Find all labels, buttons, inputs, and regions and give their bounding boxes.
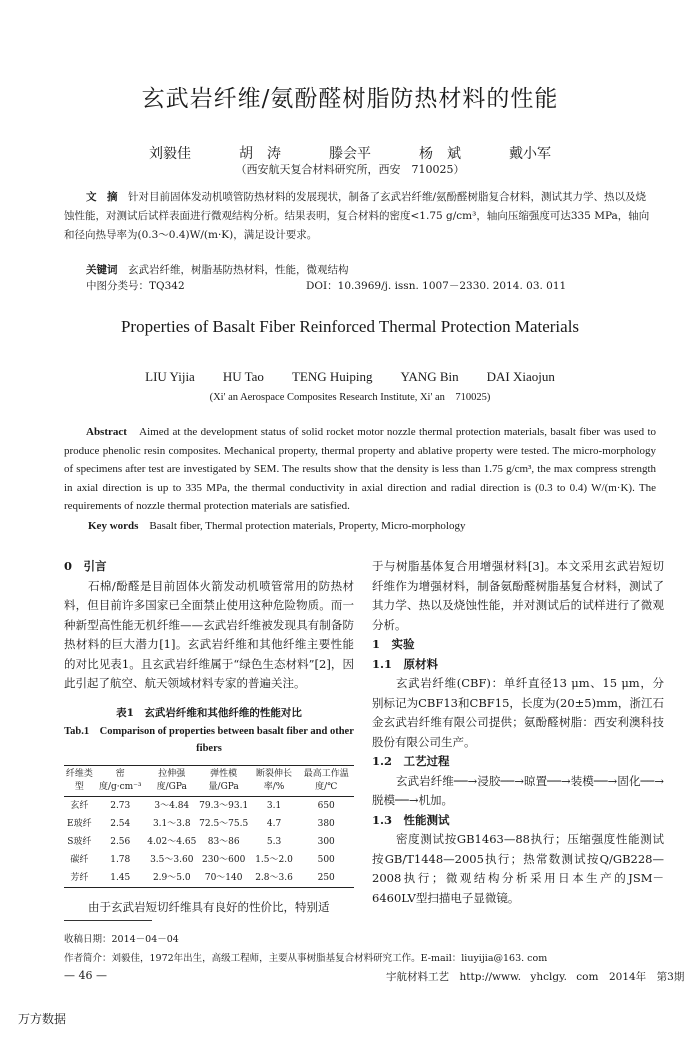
keywords-cn-label: 关键词 [86, 264, 118, 276]
section-1-3-heading: 1.3 性能测试 [372, 812, 450, 827]
section-1-2-heading: 1.2 工艺过程 [372, 754, 450, 768]
keywords-cn-text: 玄武岩纤维，树脂基防热材料，性能，微观结构 [128, 264, 349, 276]
table-cell: 2.8～3.6 [250, 869, 299, 888]
author-en-3: TENG Huiping [291, 369, 373, 384]
table-cell: 3～4.84 [154, 801, 190, 811]
table-header: 弹性模量/GPa [198, 766, 250, 797]
table-cell: 500 [317, 855, 335, 865]
table-caption-chinese: 表1 玄武岩纤维和其他纤维的性能对比 [116, 707, 302, 719]
table-cell: E玻纤 [67, 819, 92, 829]
author-cn-5: 戴小军 [509, 146, 551, 162]
section-0-heading: 0 引言 [64, 559, 107, 573]
table-header: 密度/g·cm⁻³ [95, 766, 146, 797]
table-cell: 碳纤 [70, 855, 89, 865]
table-header-row [64, 766, 354, 797]
right-column [372, 557, 664, 908]
table-header: 最高工作温度/℃ [298, 766, 354, 797]
author-cn-3: 滕会平 [329, 146, 371, 162]
author-en-5: DAI Xiaojun [486, 369, 555, 384]
section-1-heading: 1 实验 [372, 637, 415, 651]
author-en-4: YANG Bin [400, 369, 459, 384]
table-cell: 650 [317, 801, 335, 811]
table-cell: 玄纤 [70, 801, 89, 811]
table-row [64, 797, 354, 816]
section-1-1-text: 玄武岩纤维(CBF)：单纤直径13 μm、15 μm，分别标记为CBF13和CBF15，长度为(20±5)mm，浙江石金玄武岩纤维有限公司提供；氨酚醛树脂：西安利澳科技股份有限公司生产。 [372, 676, 664, 749]
table-cell: 1.45 [95, 869, 146, 888]
watermark: 万方数据 [18, 1012, 67, 1026]
table-cell: 4.7 [266, 819, 282, 829]
table-row [64, 833, 354, 851]
table-cell: 380 [317, 819, 335, 829]
keywords-chinese [86, 262, 349, 277]
author-cn-4: 杨 斌 [419, 146, 461, 162]
author-cn-2: 胡 涛 [239, 146, 281, 162]
table-cell: 250 [298, 869, 354, 888]
table-header: 拉伸强度/GPa [146, 766, 198, 797]
section-1-1-heading: 1.1 原材料 [372, 656, 439, 671]
table-cell: 2.54 [110, 819, 131, 829]
title-english: Properties of Basalt Fiber Reinforced Thermal Protection Materials [120, 317, 580, 336]
table-cell: 230～600 [201, 855, 246, 865]
table-cell: 2.9～5.0 [146, 869, 198, 888]
affiliation-chinese: （西安航天复合材料研究所，西安 710025） [235, 163, 465, 176]
footnote-divider [64, 920, 152, 921]
section-0-paragraph-2-start: 由于玄武岩短切纤维具有良好的性价比，特别适 [88, 900, 330, 914]
title-chinese: 玄武岩纤维/氨酚醛树脂防热材料的性能 [141, 86, 559, 112]
table-cell: 79.3～93.1 [199, 801, 249, 811]
keywords-english [88, 517, 465, 533]
doi: DOI：10.3969/j. issn. 1007－2330. 2014. 03. 011 [306, 280, 567, 292]
table-cell: 5.3 [266, 837, 282, 847]
left-column [64, 557, 354, 694]
table-row [64, 869, 354, 888]
journal-footer: 宇航材料工艺 http://www. yhclgy. com 2014年 第3期 [386, 971, 685, 983]
author-en-2: HU Tao [222, 369, 264, 384]
received-date: 收稿日期：2014－04－04 [64, 934, 179, 945]
section-1-3-text: 密度测试按GB1463—88执行；压缩强度性能测试按GB/T1448—2005执行；热常数测试按Q/GB228—2008执行；微观结构分析采用日本生产的JSM－6460LV型扫描电子显微镜。 [372, 832, 664, 905]
author-cn-1: 刘毅佳 [149, 146, 191, 162]
table-cell: 4.02～4.65 [147, 837, 197, 847]
abstract-en-label: Abstract [86, 426, 127, 438]
table-cell: 70～140 [198, 869, 250, 888]
table-cell: 1.5～2.0 [255, 855, 293, 865]
page-number: — 46 — [64, 969, 107, 982]
table-cell: 3.5～3.60 [150, 855, 194, 865]
abstract-cn-label: 文 摘 [86, 191, 118, 203]
authors-english [0, 369, 700, 385]
section-0-paragraph-1: 石棉/酚醛是目前固体火箭发动机喷管常用的防热材料，但目前许多国家已全面禁止使用这种危险物质。而一种新型高性能无机纤维——玄武岩纤维被发现具有制备防热材料的巨大潜力[1]。玄武岩纤维和其他纤维主要性能的对比见表1。且玄武岩纤维属于“绿色生态材料”[2]，因此引起了航空、航天领域材料专家的普遍关注。 [64, 578, 354, 690]
author-bio: 作者简介：刘毅佳，1972年出生，高级工程师，主要从事树脂基复合材料研究工作。E-mail：liuyijia@163. com [64, 953, 548, 964]
table-cell: 3.1 [266, 801, 282, 811]
table-header: 纤维类型 [64, 766, 95, 797]
table-cell: 2.56 [110, 837, 131, 847]
table-cell: 芳纤 [64, 869, 95, 888]
table-cell: S玻纤 [67, 837, 92, 847]
classification-number: 中图分类号：TQ342 [86, 280, 185, 292]
left-column-tail [64, 898, 354, 918]
abstract-cn-text: 针对目前固体发动机喷管防热材料的发展现状，制备了玄武岩纤维/氨酚醛树脂复合材料，测试其力学、热以及烧蚀性能，对测试后试样表面进行微观结构分析。结果表明，复合材料的密度<1.75 g/cm³，轴向压缩强度可达335 MPa，轴向和径向热导率为(0.3～0.4)W/(m·K)，满足设计要求。 [64, 191, 650, 241]
keywords-en-label: Key words [88, 520, 139, 532]
table-row [64, 851, 354, 869]
keywords-en-text: Basalt fiber, Thermal protection materials, Property, Micro-morphology [149, 520, 466, 532]
table-header: 断裂伸长率/% [250, 766, 299, 797]
table-caption-english: Tab.1 Comparison of properties between basalt fiber and other fibers [64, 726, 354, 754]
section-1-2-text: 玄武岩纤维──→浸胶──→晾置──→装模──→固化──→脱模──→机加。 [372, 773, 664, 807]
table-cell: 2.73 [110, 801, 131, 811]
fiber-comparison-table [64, 765, 354, 888]
table-cell: 1.78 [110, 855, 131, 865]
table-cell: 300 [317, 837, 335, 847]
abstract-chinese [64, 188, 654, 245]
table-row [64, 815, 354, 833]
abstract-english [64, 423, 656, 516]
affiliation-english: (Xi' an Aerospace Composites Research Institute, Xi' an 710025) [209, 392, 491, 403]
table-cell: 83～86 [207, 837, 240, 847]
author-en-1: LIU Yijia [145, 369, 195, 384]
table-cell: 3.1～3.8 [152, 819, 191, 829]
section-0-paragraph-2-continued: 于与树脂基体复合用增强材料[3]。本文采用玄武岩短切纤维作为增强材料，制备氨酚醛树脂基复合材料，测试了其力学、热以及烧蚀性能，并对测试后的试样进行了微观分析。 [372, 559, 664, 632]
abstract-en-text: Aimed at the development status of solid rocket motor nozzle thermal protection materials, basalt fiber was used to produce phenolic resin composites. Mechanical property, thermal property and ablative property were tested. The micro-morphology of specimens after test are investigated by SEM. The results show that the density is less than 1.75 g/cm³, the max compress strength in axial direction is up to 335 MPa, the thermal conductivity in axial direction and radial direction is (0.3 to 0.4) W/(m·K). The requirements of nozzle thermal protection materials are satisfied. [64, 426, 657, 512]
authors-chinese [0, 143, 700, 163]
table-cell: 72.5～75.5 [199, 819, 249, 829]
